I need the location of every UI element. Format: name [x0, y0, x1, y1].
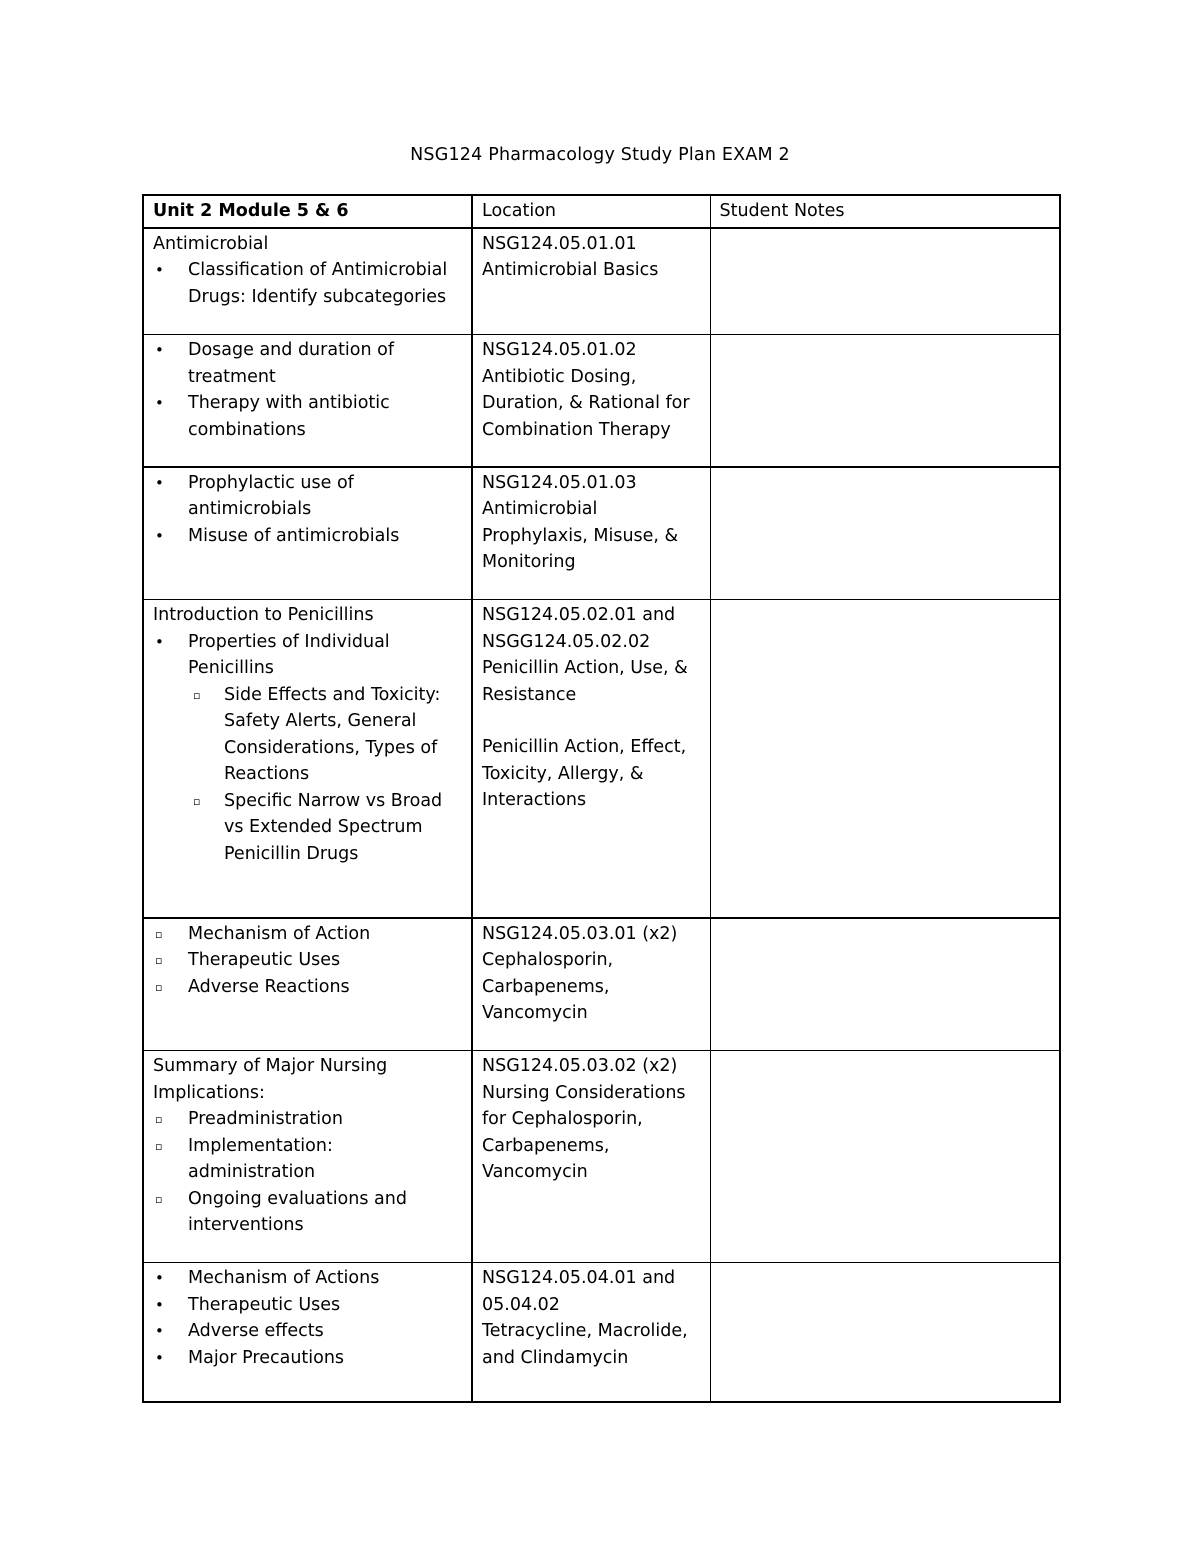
location-title: Antimicrobial Basics: [482, 260, 659, 280]
table-row: [143, 467, 1060, 600]
location-title: Penicillin Action, Use, & Resistance: [482, 658, 688, 705]
student-notes-cell[interactable]: [710, 335, 1060, 467]
student-notes-cell[interactable]: [710, 228, 1060, 335]
table-row: [143, 1263, 1060, 1402]
list-item: • Therapy with antibiotic combinations: [153, 390, 462, 443]
list-item: • Adverse effects: [153, 1318, 462, 1345]
bullet-icon: •: [155, 394, 164, 412]
list-item: ▫ Adverse Reactions: [153, 974, 462, 1001]
list-item: ▫ Specific Narrow vs Broad vs Extended Spectrum Penicillin Drugs: [193, 790, 443, 864]
table-header-row: [143, 195, 1060, 228]
table-row: [143, 1051, 1060, 1263]
list-item: ▫ Ongoing evaluations and interventions: [155, 1188, 407, 1235]
bullet-icon: •: [155, 261, 164, 279]
location-cell: [472, 335, 710, 467]
topic-cell: [143, 918, 472, 1051]
square-bullet-icon: ▫: [155, 954, 163, 967]
bullet-icon: •: [155, 341, 164, 359]
topic-list: [153, 921, 462, 1001]
location-title: Tetracycline, Macrolide, and Clindamycin: [482, 1321, 688, 1368]
topic-intro: Introduction to Penicillins: [153, 605, 374, 625]
list-item: ▫ Implementation: administration: [155, 1135, 333, 1182]
list-item: ▫ Mechanism of Action: [153, 921, 462, 948]
location-code: NSG124.05.02.01 and NSGG124.05.02.02: [482, 605, 676, 652]
topic-cell: [143, 467, 472, 600]
square-bullet-icon: ▫: [155, 980, 163, 994]
topic-list: [153, 257, 462, 310]
list-item: • Major Precautions: [153, 1345, 462, 1372]
location-cell: [472, 228, 710, 335]
topic-cell: [143, 600, 472, 918]
list-item: • Therapeutic Uses: [153, 1292, 462, 1319]
topic-list: [153, 337, 462, 443]
table-row: [143, 335, 1060, 467]
topic-list: [153, 1265, 462, 1371]
square-bullet-icon: ▫: [155, 1139, 163, 1153]
bullet-icon: •: [155, 473, 164, 492]
location-cell: [472, 1263, 710, 1402]
table-row: [143, 918, 1060, 1051]
topic-intro: Antimicrobial: [153, 233, 269, 254]
bullet-icon: •: [155, 526, 164, 545]
list-item: ▫ Side Effects and Toxicity: Safety Alerts, General Considerations, Types of Reactions: [193, 684, 441, 784]
list-item: ▫ Preadministration: [153, 1106, 462, 1133]
square-bullet-icon: ▫: [193, 794, 201, 808]
study-plan-table: [142, 194, 1061, 1403]
location-title: Nursing Considerations for Cephalosporin, Carbapenems, Vancomycin: [482, 1082, 686, 1182]
bullet-icon: •: [155, 632, 164, 651]
square-bullet-icon: ▫: [155, 1113, 163, 1126]
location-code: NSG124.05.01.03: [482, 472, 637, 493]
topic-list: [153, 470, 462, 550]
list-item: • Prophylactic use of antimicrobials: [153, 470, 462, 523]
square-bullet-icon: ▫: [193, 688, 201, 702]
bullet-icon: •: [155, 1295, 164, 1314]
list-item: • Classification of Antimicrobial Drugs: Identify subcategories: [153, 257, 462, 310]
topic-cell: [143, 335, 472, 467]
square-bullet-icon: ▫: [155, 927, 163, 941]
topic-list: [153, 1106, 462, 1239]
location-title: Antimicrobial Prophylaxis, Misuse, & Monitoring: [482, 499, 679, 572]
location-cell: [472, 600, 710, 918]
location-code: NSG124.05.03.02 (x2): [482, 1056, 678, 1076]
location-code: NSG124.05.01.01: [482, 233, 637, 254]
list-item: • Misuse of antimicrobials: [153, 523, 462, 550]
page-title: NSG124 Pharmacology Study Plan EXAM 2: [410, 145, 790, 165]
list-item: • Properties of Individual Penicillins: [153, 629, 462, 682]
list-item: • Mechanism of Actions: [153, 1265, 462, 1292]
location-title: Antibiotic Dosing, Duration, & Rational for Combination Therapy: [482, 366, 690, 440]
list-item: • Dosage and duration of treatment: [153, 337, 462, 390]
topic-cell: [143, 228, 472, 335]
location-cell: [472, 1051, 710, 1263]
student-notes-cell[interactable]: [710, 600, 1060, 918]
header-location: Location: [472, 195, 710, 228]
location-cell: [472, 467, 710, 600]
topic-intro: Summary of Major Nursing Implications:: [153, 1056, 388, 1103]
topic-list: [153, 629, 462, 868]
location-title: Cephalosporin, Carbapenems, Vancomycin: [482, 950, 614, 1023]
table-row: [143, 228, 1060, 335]
list-item: ▫ Therapeutic Uses: [153, 947, 462, 974]
bullet-icon: •: [155, 1348, 164, 1367]
topic-cell: [143, 1051, 472, 1263]
student-notes-cell[interactable]: [710, 918, 1060, 1051]
topic-cell: [143, 1263, 472, 1402]
header-student-notes: Student Notes: [710, 195, 1060, 228]
header-topic: Unit 2 Module 5 & 6: [143, 195, 472, 228]
bullet-icon: •: [155, 1322, 164, 1340]
student-notes-cell[interactable]: [710, 467, 1060, 600]
location-code: NSG124.05.03.01 (x2): [482, 923, 678, 944]
location-cell: [472, 918, 710, 1051]
bullet-icon: •: [155, 1269, 164, 1287]
student-notes-cell[interactable]: [710, 1051, 1060, 1263]
location-code: NSG124.05.01.02: [482, 340, 637, 360]
student-notes-cell[interactable]: [710, 1263, 1060, 1402]
table-row: [143, 600, 1060, 918]
location-extra: Penicillin Action, Effect, Toxicity, Allergy, & Interactions: [482, 737, 687, 810]
square-bullet-icon: ▫: [155, 1192, 163, 1206]
location-code: NSG124.05.04.01 and 05.04.02: [482, 1268, 676, 1315]
